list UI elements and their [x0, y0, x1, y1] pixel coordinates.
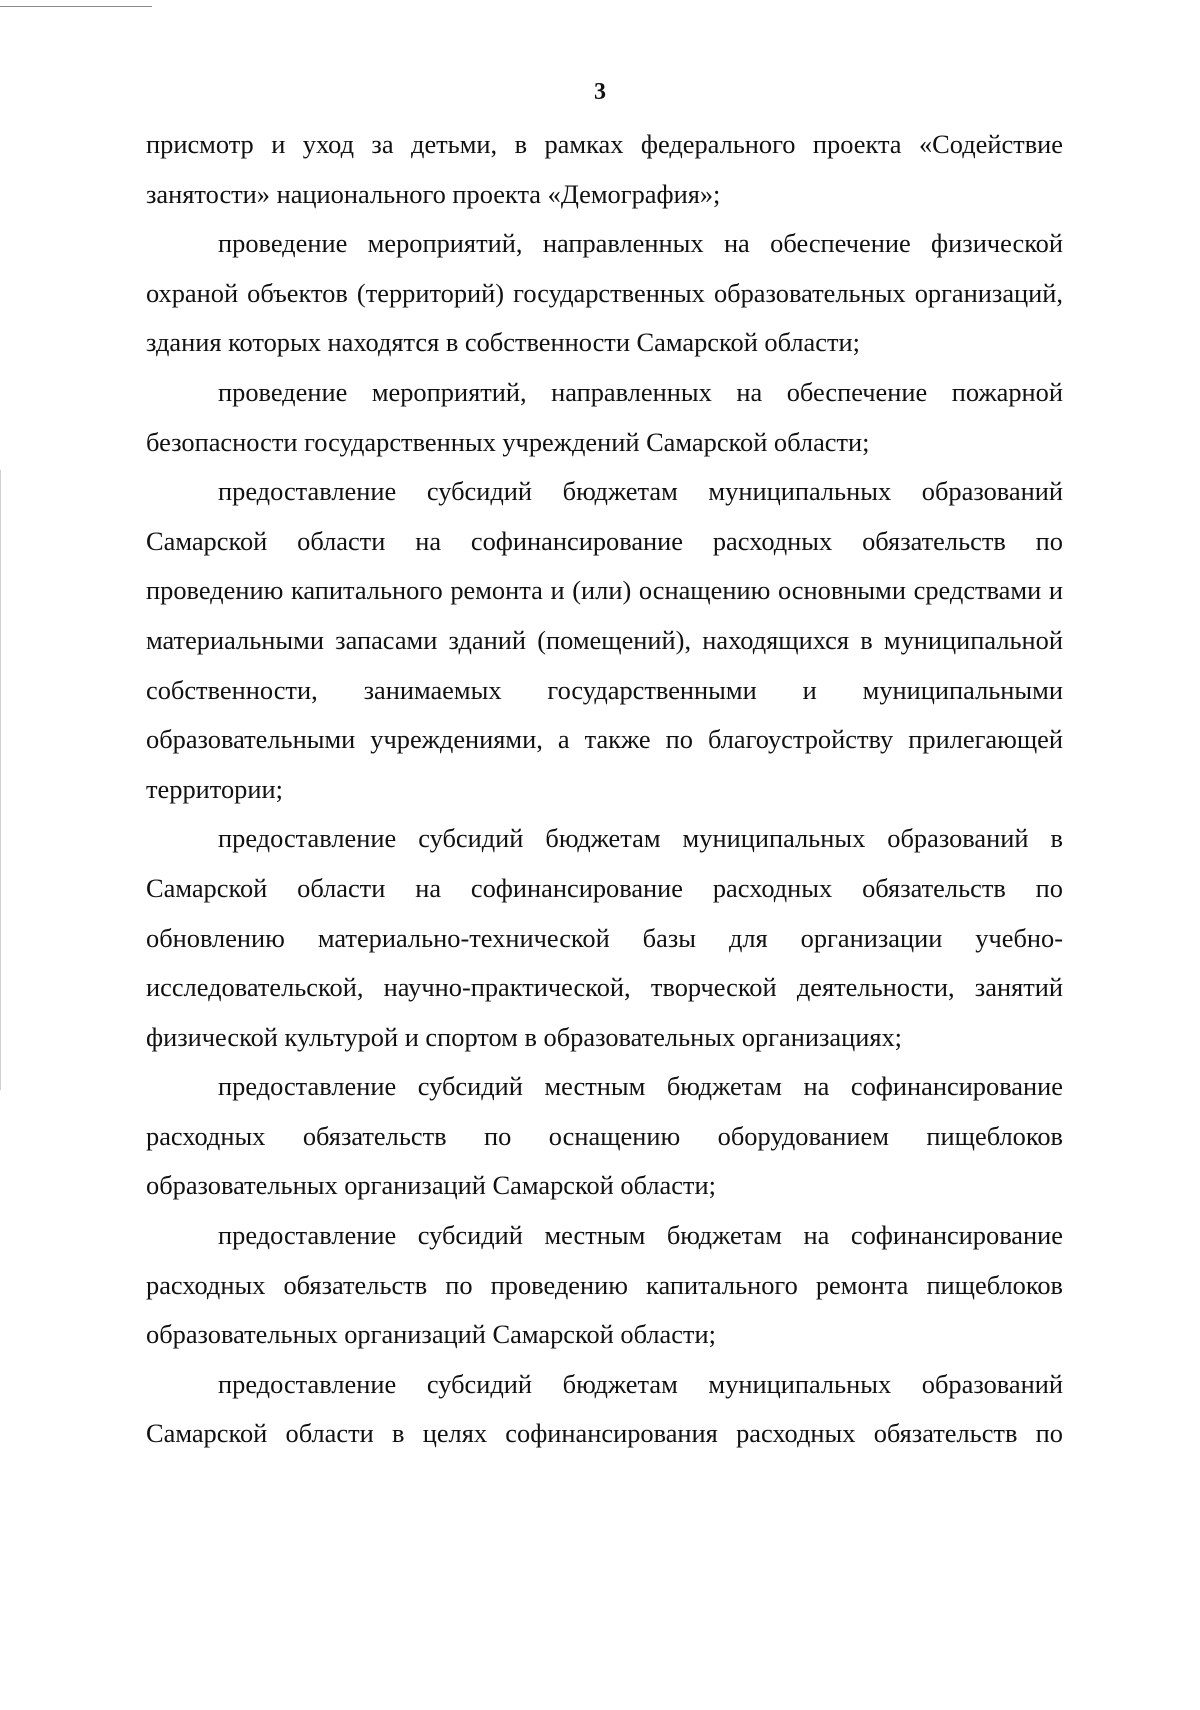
document-body	[146, 120, 1063, 1459]
paragraph-material-base-subsidies: предоставление субсидий бюджетам муниципальных образований в Самарской области на софинансирование расходных обязательств по обновлению материально-технической базы для организации учебно-исследовательской, научно-практической, творческой деятельности, занятий физической культурой и спортом в образовательных организациях;	[146, 823, 1063, 1052]
paragraph-physical-security: проведение мероприятий, направленных на обеспечение физической охраной объектов (территорий) государственных образовательных организаций, здания которых находятся в собственности Самарской области;	[146, 228, 1063, 358]
page-number: 3	[594, 79, 606, 105]
paragraph-capital-repair-subsidies: предоставление субсидий бюджетам муниципальных образований Самарской области на софинансирование расходных обязательств по проведению капитального ремонта и (или) оснащению основными средствами и материальными запасами зданий (помещений), находящихся в муниципальной собственности, занимаемых государственными и муниципальными образовательными учреждениями, а также по благоустройству прилегающей территории;	[146, 476, 1063, 804]
paragraph-catering-repair-subsidies: предоставление субсидий местным бюджетам на софинансирование расходных обязательств по проведению капитального ремонта пищеблоков образовательных организаций Самарской области;	[146, 1220, 1063, 1350]
paragraph-catering-equipment-subsidies: предоставление субсидий местным бюджетам на софинансирование расходных обязательств по оснащению оборудованием пищеблоков образовательных организаций Самарской области;	[146, 1071, 1063, 1201]
paragraph-childcare-continuation: присмотр и уход за детьми, в рамках федерального проекта «Содействие занятости» национального проекта «Демография»;	[146, 129, 1063, 209]
paragraph-cofinancing-subsidies: предоставление субсидий бюджетам муниципальных образований Самарской области в целях софинансирования расходных обязательств по	[146, 1368, 1063, 1449]
scan-edge-line	[0, 6, 152, 7]
scan-margin-line	[0, 470, 1, 1090]
paragraph-fire-safety: проведение мероприятий, направленных на обеспечение пожарной безопасности государственных учреждений Самарской области;	[146, 376, 1063, 457]
